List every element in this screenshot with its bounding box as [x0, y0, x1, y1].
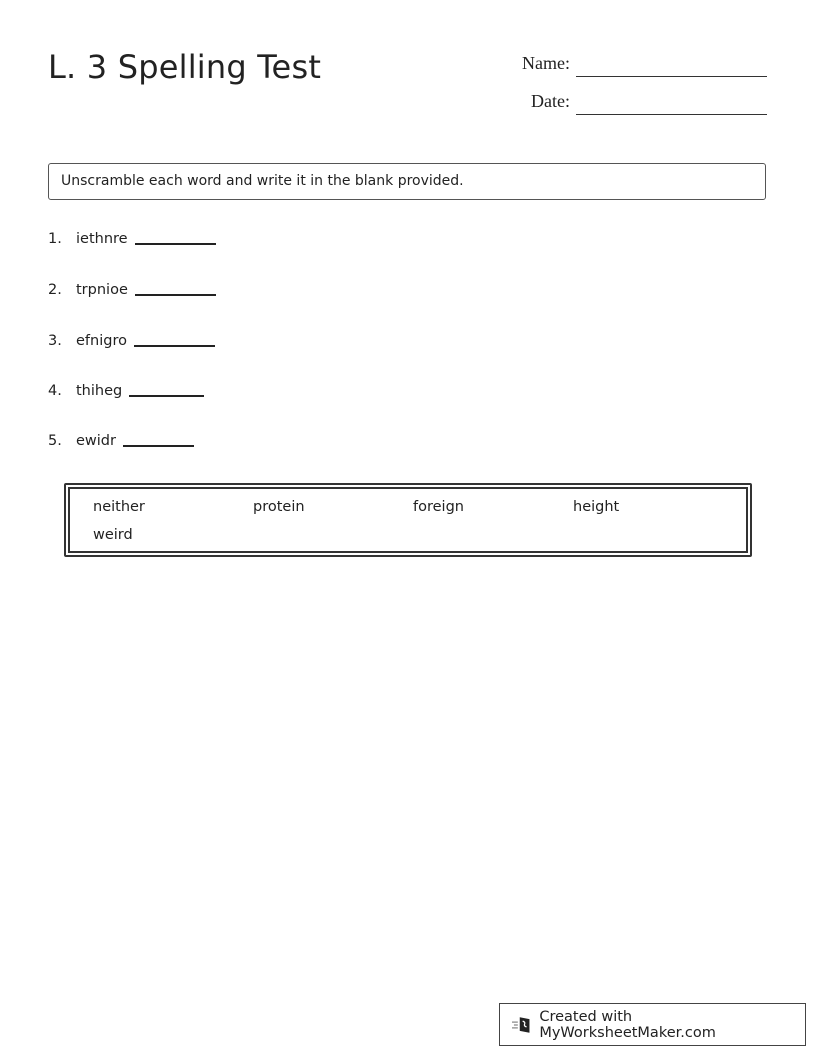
answer-blank[interactable] — [135, 243, 216, 245]
question-3 — [48, 333, 215, 349]
answer-blank[interactable] — [135, 294, 216, 296]
answer-blank[interactable] — [129, 395, 204, 397]
instructions-box: Unscramble each word and write it in the blank provided. — [48, 163, 766, 200]
question-number: 1. — [48, 231, 62, 247]
scrambled-word: trpnioe — [76, 282, 128, 298]
question-number: 3. — [48, 333, 62, 349]
question-2 — [48, 282, 216, 298]
footer-text: Created with MyWorksheetMaker.com — [539, 1008, 716, 1041]
question-number: 4. — [48, 383, 62, 399]
date-label: Date: — [531, 91, 570, 111]
question-4 — [48, 383, 204, 399]
scrambled-word: efnigro — [76, 333, 127, 349]
name-input-line[interactable] — [576, 76, 767, 77]
question-number: 2. — [48, 282, 62, 298]
footer-badge[interactable] — [499, 1003, 806, 1046]
scrambled-word: thiheg — [76, 383, 123, 399]
word-bank-item: protein — [253, 499, 305, 515]
name-label: Name: — [522, 53, 570, 73]
question-1 — [48, 231, 216, 247]
page-title: L. 3 Spelling Test — [48, 48, 322, 86]
question-number: 5. — [48, 433, 62, 449]
worksheet-logo-icon — [512, 1015, 533, 1035]
answer-blank[interactable] — [134, 345, 215, 347]
answer-blank[interactable] — [123, 445, 194, 447]
word-bank-inner — [68, 487, 748, 553]
question-5 — [48, 433, 194, 449]
word-bank-item: weird — [93, 527, 133, 543]
word-bank — [64, 483, 752, 557]
word-bank-item: height — [573, 499, 620, 515]
word-bank-item: foreign — [413, 499, 464, 515]
word-bank-item: neither — [93, 499, 145, 515]
scrambled-word: ewidr — [76, 433, 116, 449]
date-input-line[interactable] — [576, 114, 767, 115]
scrambled-word: iethnre — [76, 231, 128, 247]
